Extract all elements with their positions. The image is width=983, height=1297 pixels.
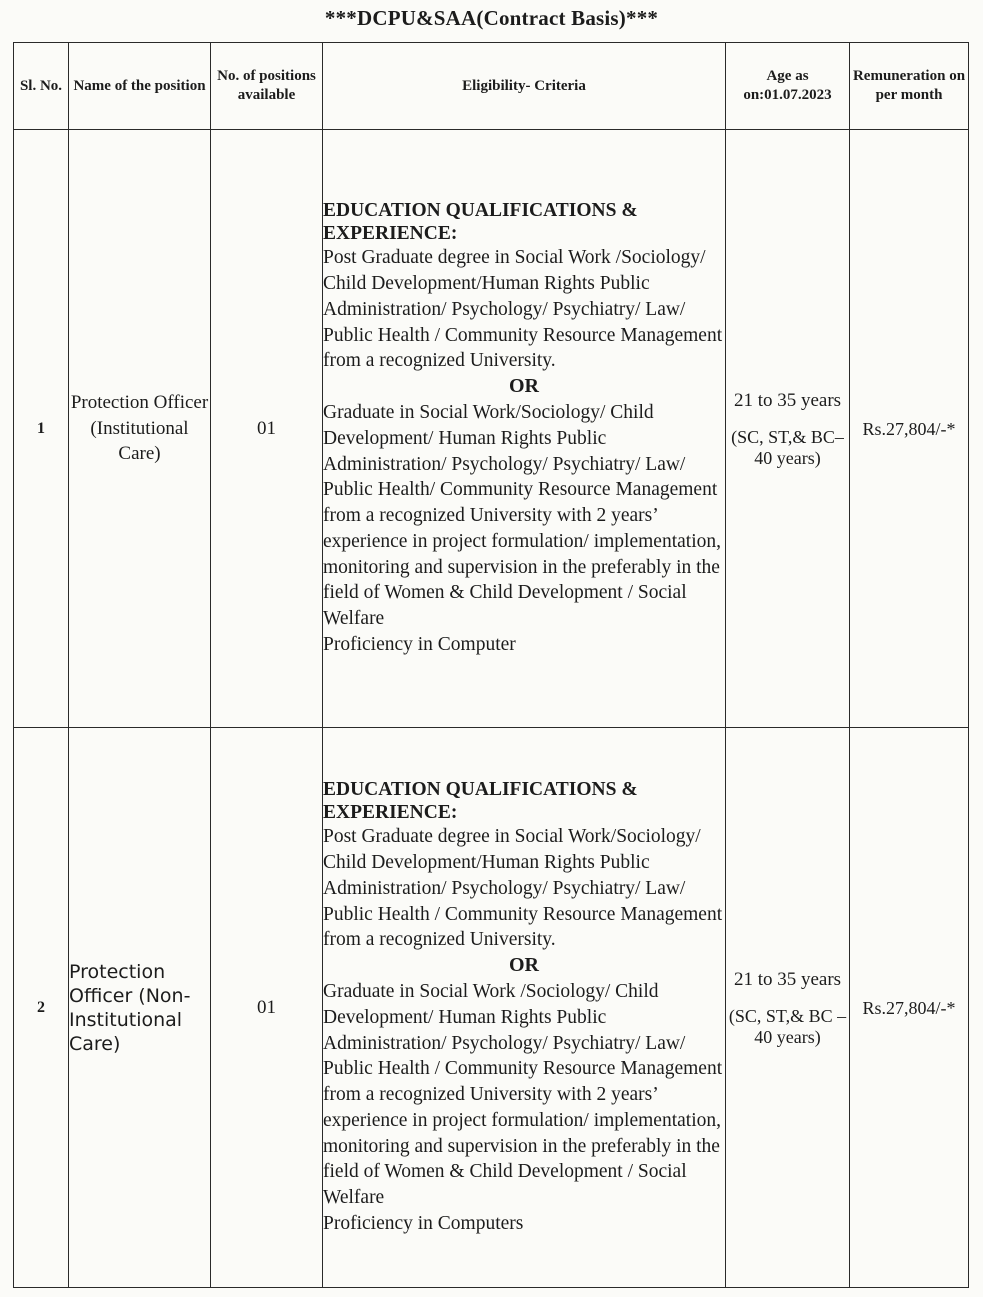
criteria-heading: EDUCATION QUALIFICATIONS & EXPERIENCE:: [323, 779, 638, 824]
age-relaxation: (SC, ST,& BC– 40 years): [731, 427, 844, 469]
age-limit: [726, 130, 850, 728]
table-row: [14, 130, 969, 728]
position-name: Protection Officer (Non-Institutional Care): [69, 728, 211, 1288]
header-name: Name of the position: [69, 43, 211, 130]
header-positions: No. of positions available: [211, 43, 323, 130]
age-range: 21 to 35 years: [733, 968, 842, 990]
remuneration: Rs.27,804/-*: [850, 728, 969, 1288]
row-sl: 1: [14, 130, 69, 728]
age-relaxation: (SC, ST,& BC – 40 years): [728, 1006, 847, 1048]
criteria-computer: Proficiency in Computers: [323, 1213, 524, 1235]
remuneration: Rs.27,804/-*: [850, 130, 969, 728]
criteria-graduate: Graduate in Social Work/Sociology/ Child Development/ Human Rights Public Administration/ Psychology/ Psychiatry/ Law/ Public Health/ Community Resource Management from a recognized University with 2 years’ experience in project formulation/ implementation, monitoring and supervision in the preferably in the field of Women & Child Development / Social Welfare: [323, 401, 721, 630]
criteria-postgraduate: Post Graduate degree in Social Work /Sociology/ Child Development/Human Rights Public Administration/ Psychology/ Psychiatry/ Law/ Public Health / Community Resource Management from a recognized University.: [323, 247, 723, 372]
positions-table: [13, 42, 969, 1288]
positions-count: 01: [211, 728, 323, 1288]
criteria-graduate: Graduate in Social Work /Sociology/ Child Development/ Human Rights Public Administration/ Psychology/ Psychiatry/ Law/ Public Health / Community Resource Management from a recognized University with 2 years’ experience in project formulation/ implementation, monitoring and supervision in the preferably in the field of Women & Child Development / Social Welfare: [323, 980, 723, 1209]
criteria-heading: EDUCATION QUALIFICATIONS & EXPERIENCE:: [323, 200, 638, 245]
criteria-postgraduate: Post Graduate degree in Social Work/Sociology/ Child Development/Human Rights Public Administration/ Psychology/ Psychiatry/ Law/ Public Health / Community Resource Management from a recognized University.: [323, 826, 723, 951]
position-name: Protection Officer (Institutional Care): [69, 130, 211, 728]
criteria-computer: Proficiency in Computer: [323, 634, 516, 656]
criteria-or: OR: [509, 954, 539, 977]
table-row: [14, 728, 969, 1288]
document-title: ***DCPU&SAA(Contract Basis)***: [324, 6, 659, 30]
header-criteria: Eligibility- Criteria: [323, 43, 726, 130]
row-sl: 2: [14, 728, 69, 1288]
header-sl: Sl. No.: [14, 43, 69, 130]
header-age: Age as on:01.07.2023: [726, 43, 850, 130]
criteria-or: OR: [509, 375, 539, 398]
age-range: 21 to 35 years: [733, 389, 842, 411]
positions-count: 01: [211, 130, 323, 728]
header-remuneration: Remuneration on per month: [850, 43, 969, 130]
header-row: [14, 43, 969, 130]
eligibility-criteria: [323, 728, 726, 1288]
eligibility-criteria: [323, 130, 726, 728]
age-limit: [726, 728, 850, 1288]
